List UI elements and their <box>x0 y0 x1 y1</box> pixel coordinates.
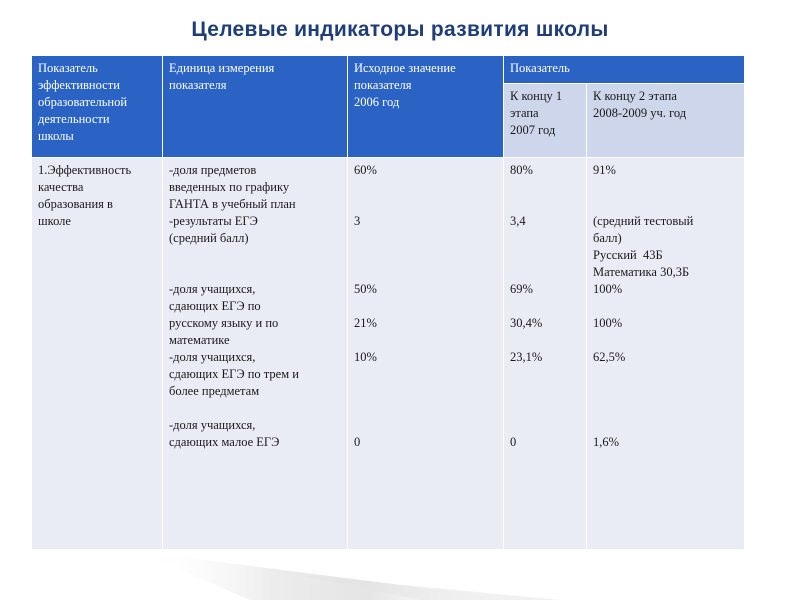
cell-line: -доля учащихся, <box>169 282 256 296</box>
cell-line: 62,5% <box>593 350 626 364</box>
row-unit <box>163 158 348 550</box>
cell-line <box>593 417 739 434</box>
cell-line: 1.Эффективность <box>38 163 132 177</box>
row-initial-values <box>348 158 504 550</box>
cell-line: 30,4% <box>510 316 543 330</box>
cell-line: 2008-2009 уч. год <box>593 106 687 120</box>
cell-line: введенных по графику <box>169 180 290 194</box>
cell-line <box>354 298 498 315</box>
header-target-group-label: Показатель <box>510 61 570 75</box>
cell-line: 1,6% <box>593 435 620 449</box>
cell-line: школе <box>38 214 71 228</box>
cell-line: 80% <box>510 163 533 177</box>
cell-line <box>354 417 498 434</box>
header-initial-value <box>348 56 504 158</box>
cell-line <box>510 400 581 417</box>
cell-line <box>593 383 739 400</box>
cell-line: К концу 2 этапа <box>593 89 677 103</box>
cell-line: этапа <box>510 106 539 120</box>
cell-line <box>510 366 581 383</box>
cell-line: -доля предметов <box>169 163 257 177</box>
cell-line: К концу 1 <box>510 89 563 103</box>
header-unit <box>163 56 348 158</box>
cell-line <box>169 247 342 264</box>
cell-line <box>510 264 581 281</box>
cell-line <box>510 298 581 315</box>
header-indicator <box>32 56 163 158</box>
cell-line: 2007 год <box>510 123 556 137</box>
cell-line <box>510 230 581 247</box>
cell-line <box>354 332 498 349</box>
row-stage2-values <box>587 158 745 550</box>
indicators-table <box>31 55 745 550</box>
cell-line: (средний балл) <box>169 231 249 245</box>
cell-line: образования в <box>38 197 113 211</box>
cell-line <box>354 264 498 281</box>
cell-line <box>510 383 581 400</box>
cell-line: показателя <box>169 78 227 92</box>
cell-line: -доля учащихся, <box>169 418 256 432</box>
cell-line: -результаты ЕГЭ <box>169 214 258 228</box>
cell-line: качества <box>38 180 84 194</box>
cell-line: Русский 43Б <box>593 248 663 262</box>
cell-line: сдающих ЕГЭ по трем и <box>169 367 299 381</box>
cell-line: 3,4 <box>510 214 526 228</box>
cell-line: 23,1% <box>510 350 543 364</box>
cell-line: балл) <box>593 231 622 245</box>
cell-line <box>354 247 498 264</box>
row-indicator <box>32 158 163 550</box>
header-stage2 <box>587 84 745 158</box>
cell-line <box>593 400 739 417</box>
cell-line: образовательной <box>38 95 128 109</box>
cell-line: 10% <box>354 350 377 364</box>
cell-line: математике <box>169 333 230 347</box>
cell-line: ГАНТА в учебный план <box>169 197 296 211</box>
cell-line <box>593 332 739 349</box>
cell-line: эффективности <box>38 78 120 92</box>
cell-line <box>354 196 498 213</box>
cell-line: 60% <box>354 163 377 177</box>
cell-line <box>593 196 739 213</box>
cell-line <box>593 366 739 383</box>
slide-title: Целевые индикаторы развития школы <box>191 18 609 41</box>
cell-line <box>354 366 498 383</box>
cell-line <box>354 230 498 247</box>
cell-line: 2006 год <box>354 95 400 109</box>
cell-line: 91% <box>593 163 616 177</box>
header-target-group <box>504 56 745 84</box>
cell-line <box>510 417 581 434</box>
cell-line: Показатель <box>38 61 98 75</box>
cell-line: 0 <box>510 435 517 449</box>
cell-line <box>354 383 498 400</box>
cell-line <box>169 400 342 417</box>
cell-line: Математика 30,3Б <box>593 265 690 279</box>
cell-line <box>510 332 581 349</box>
header-stage1 <box>504 84 587 158</box>
cell-line <box>510 247 581 264</box>
row-stage1-values <box>504 158 587 550</box>
cell-line: 100% <box>593 282 623 296</box>
cell-line: 50% <box>354 282 377 296</box>
cell-line: (средний тестовый <box>593 214 694 228</box>
cell-line: показателя <box>354 78 412 92</box>
cell-line: 21% <box>354 316 377 330</box>
cell-line: -доля учащихся, <box>169 350 256 364</box>
cell-line: школы <box>38 129 74 143</box>
cell-line: 0 <box>354 435 361 449</box>
cell-line <box>354 179 498 196</box>
cell-line: более предметам <box>169 384 260 398</box>
cell-line <box>510 196 581 213</box>
cell-line: сдающих малое ЕГЭ <box>169 435 280 449</box>
cell-line: Исходное значение <box>354 61 456 75</box>
cell-line <box>593 179 739 196</box>
cell-line <box>510 179 581 196</box>
cell-line <box>593 298 739 315</box>
cell-line: русскому языку и по <box>169 316 279 330</box>
cell-line: 69% <box>510 282 533 296</box>
cell-line: сдающих ЕГЭ по <box>169 299 261 313</box>
cell-line <box>169 264 342 281</box>
cell-line: Единица измерения <box>169 61 275 75</box>
cell-line: 100% <box>593 316 623 330</box>
cell-line <box>354 400 498 417</box>
cell-line: деятельности <box>38 112 110 126</box>
cell-line: 3 <box>354 214 361 228</box>
